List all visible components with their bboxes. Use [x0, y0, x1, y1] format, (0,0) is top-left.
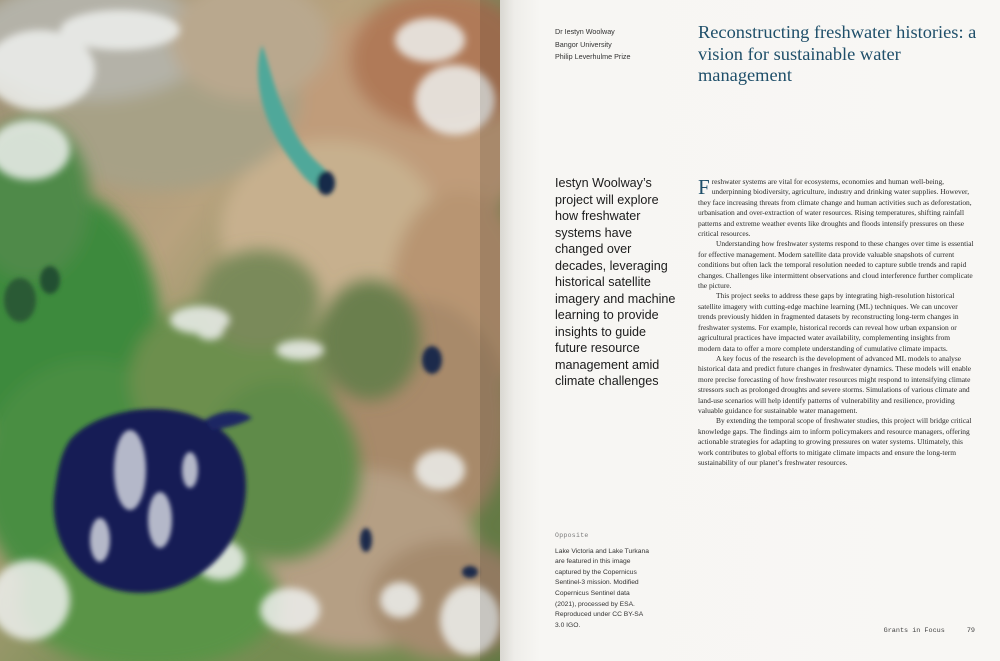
page-number: 79	[966, 627, 975, 635]
first-paragraph-text: reshwater systems are vital for ecosystems, economies and human well-being, underpinning biodiversity, agriculture, industry and drinking water supplies. However, they face increasing threats from climate change and human activities such as deforestation, urbanisation and over-extraction of water resources. Rising temperatures, shifting rainfall patterns and extreme weather events like droughts and floods intensify pressures on these critical resources.	[698, 177, 972, 239]
author-name: Dr Iestyn Woolway	[555, 27, 615, 36]
body-paragraph: By extending the temporal scope of freshwater studies, this project will bridge critical knowledge gaps. The findings aim to inform policymakers and resource managers, offering actionable strategies for adapting to growing pressures on water systems. Ultimately, this work contributes to global efforts to mitigate climate impacts and ensure the long-term sustainability of our planet’s freshwater resources.	[698, 416, 972, 467]
author-block	[555, 26, 631, 64]
author-institution: Bangor University	[555, 39, 612, 49]
page-footer	[884, 627, 975, 635]
body-paragraph	[698, 177, 974, 239]
author-award: Philip Leverhulme Prize	[555, 52, 631, 61]
drop-cap: F	[698, 175, 710, 199]
caption-text: Lake Victoria and Lake Turkana are featured in this image captured by the Copernicus Sentinel-3 mission. Modified Copernicus Sentinel data (2021), processed by ESA. Reproduced under CC BY-SA 3.0 IGO.	[555, 547, 649, 629]
pull-quote: Iestyn Woolway’s project will explore how freshwater systems have changed over decades, leveraging historical satellite imagery and machine learning to provide insights to guide future resource management amid climate challenges	[555, 176, 676, 388]
body-paragraph: Understanding how freshwater systems respond to these changes over time is essential for effective management. Modern satellite data provide valuable snapshots of current conditions but often lack the temporal resolution needed to capture subtle trends and rapid changes. Challenges like intermittent observations and cloud interference further complicate the picture.	[698, 239, 974, 291]
article-body	[698, 177, 974, 468]
article-page	[500, 0, 1000, 661]
body-paragraph: This project seeks to address these gaps by integrating high-resolution historical satellite imagery with cutting-edge machine learning (ML) techniques. We can uncover trends previously hidden in fragmented datasets by reconstructing long-term changes in freshwater systems. For example, historical records can reveal how urban expansion or agricultural practices have impacted water availability, complementing insights from modern data to offer a more complete understanding of cumulative climate impacts.	[698, 291, 959, 353]
article-title: Reconstructing freshwater histories: a vision for sustainable water management	[698, 22, 977, 85]
image-caption	[555, 531, 650, 631]
body-paragraph: A key focus of the research is the development of advanced ML models to analyse historical data and predict future changes in freshwater dynamics. These models will enable more precise forecasting of how freshwater resources might respond to intensifying climate stressors such as prolonged droughts and severe storms. Simulations of various climate and land-use scenarios will help identify patterns of vulnerability and resilience, providing valuable guidance for sustainable water management.	[698, 353, 972, 415]
caption-label: Opposite	[555, 532, 589, 539]
footer-section: Grants in Focus	[883, 627, 945, 635]
